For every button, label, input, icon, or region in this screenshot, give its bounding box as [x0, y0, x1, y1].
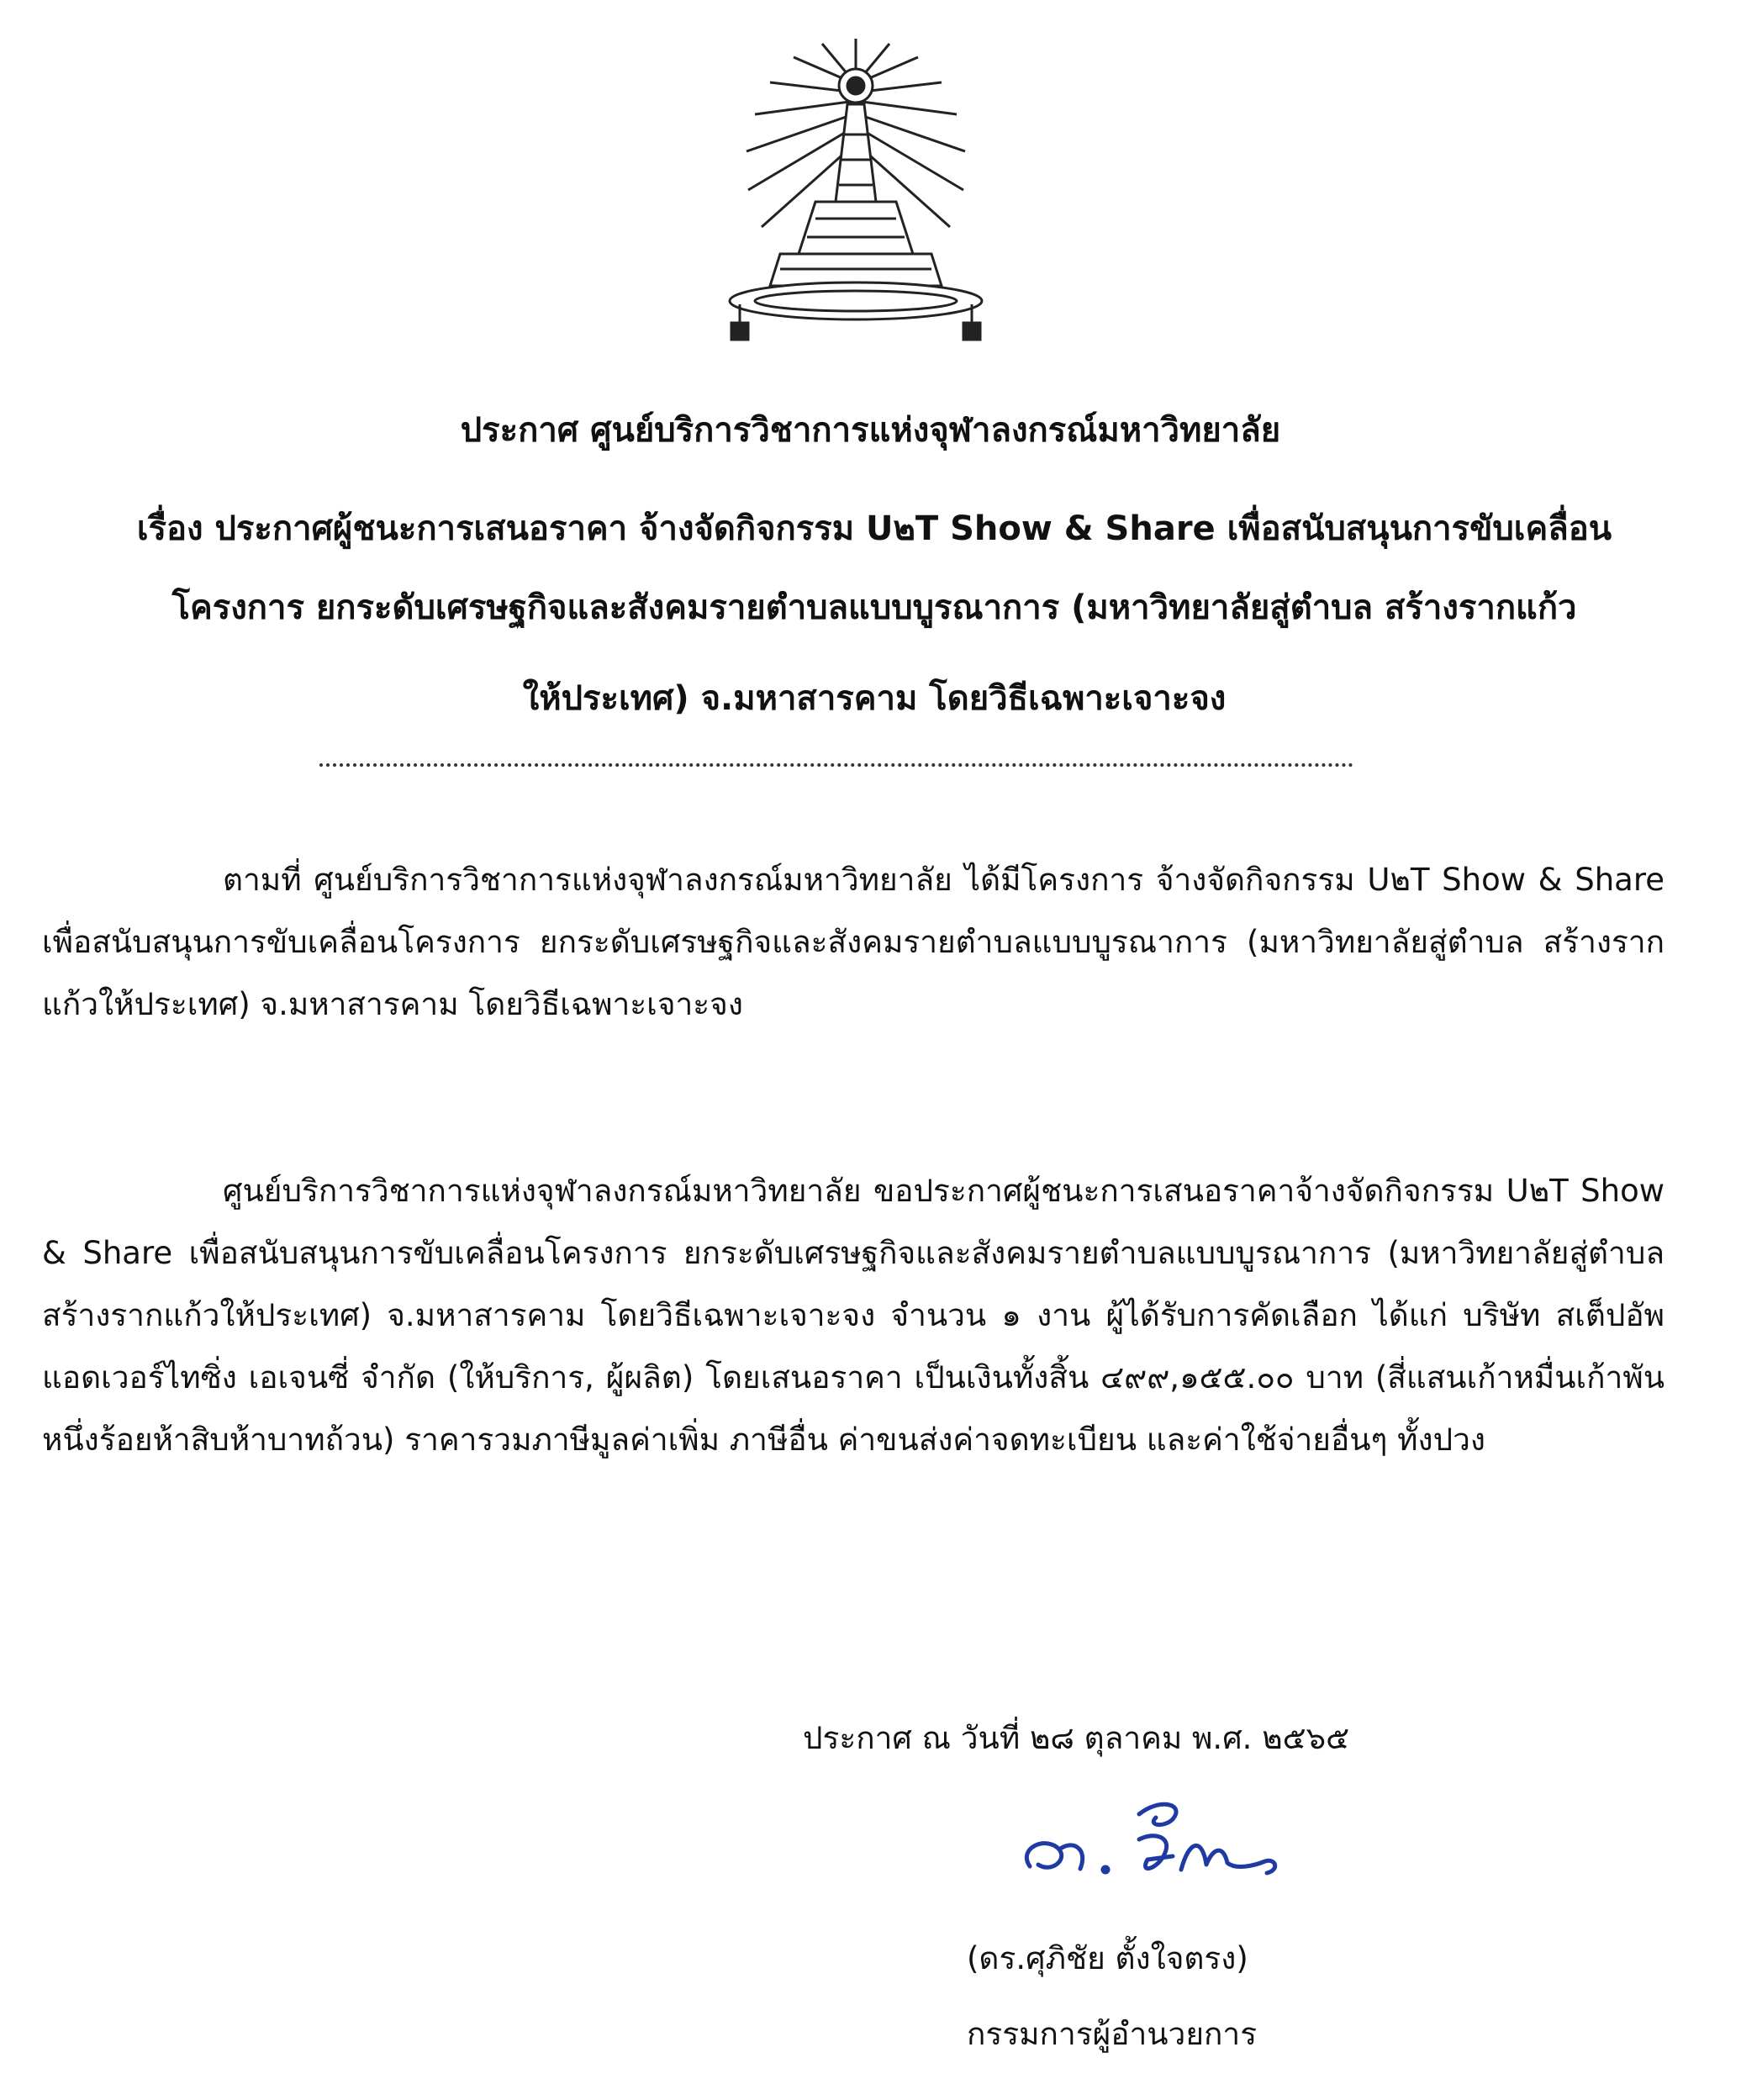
subject-line-3: ให้ประเทศ) จ.มหาสารคาม โดยวิธีเฉพาะเจาะจง [522, 679, 1227, 718]
handwritten-signature [1013, 1789, 1290, 1894]
announcement-title: ประกาศ ศูนย์บริการวิชาการแห่งจุฬาลงกรณ์มหาวิทยาลัย [460, 411, 1281, 450]
dotted-divider [319, 763, 1353, 767]
subject-line-2: โครงการ ยกระดับเศรษฐกิจและสังคมรายตำบลแบบบูรณาการ (มหาวิทยาลัยสู่ตำบล สร้างรากแก้ว [171, 588, 1577, 627]
signer-name: (ดร.ศุภิชัย ตั้งใจตรง) [967, 1940, 1248, 1976]
announcement-date: ประกาศ ณ วันที่ ๒๘ ตุลาคม พ.ศ. ๒๕๖๕ [803, 1720, 1350, 1756]
phra-kieo-emblem-icon [721, 34, 990, 345]
signer-position: กรรมการผู้อำนวยการ [967, 2016, 1258, 2052]
body-paragraph-2: ศูนย์บริการวิชาการแห่งจุฬาลงกรณ์มหาวิทยาลัย ขอประกาศผู้ชนะการเสนอราคาจ้างจัดกิจกรรม U๒T Show & Share เพื่อสนับสนุนการขับเคลื่อนโครงการ ยกระดับเศรษฐกิจและสังคมรายตำบลแบบบูรณาการ (มหาวิทยาลัยสู่ตำบล สร้างรากแก้วให้ประเทศ) จ.มหาสารคาม โดยวิธีเฉพาะเจาะจง จำนวน ๑ งาน ผู้ได้รับการคัดเลือก ได้แก่ บริษัท สเต็ปอัพ แอดเวอร์ไทซิ่ง เอเจนซี่ จำกัด (ให้บริการ, ผู้ผลิต) โดยเสนอราคา เป็นเงินทั้งสิ้น ๔๙๙,๑๕๕.๐๐ บาท (สี่แสนเก้าหมื่นเก้าพันหนึ่งร้อยห้าสิบห้าบาทถ้วน) ราคารวมภาษีมูลค่าเพิ่ม ภาษีอื่น ค่าขนส่งค่าจดทะเบียน และค่าใช้จ่ายอื่นๆ ทั้งปวง [42, 1173, 1665, 1458]
body-paragraph-1: ตามที่ ศูนย์บริการวิชาการแห่งจุฬาลงกรณ์มหาวิทยาลัย ได้มีโครงการ จ้างจัดกิจกรรม U๒T Show & Share เพื่อสนับสนุนการขับเคลื่อนโครงการ ยกระดับเศรษฐกิจและสังคมรายตำบลแบบบูรณาการ (มหาวิทยาลัยสู่ตำบล สร้างรากแก้วให้ประเทศ) จ.มหาสารคาม โดยวิธีเฉพาะเจาะจง [42, 862, 1665, 1022]
subject-line-1: เรื่อง ประกาศผู้ชนะการเสนอราคา จ้างจัดกิจกรรม U๒T Show & Share เพื่อสนับสนุนการขับเคลื่อน [136, 509, 1612, 548]
